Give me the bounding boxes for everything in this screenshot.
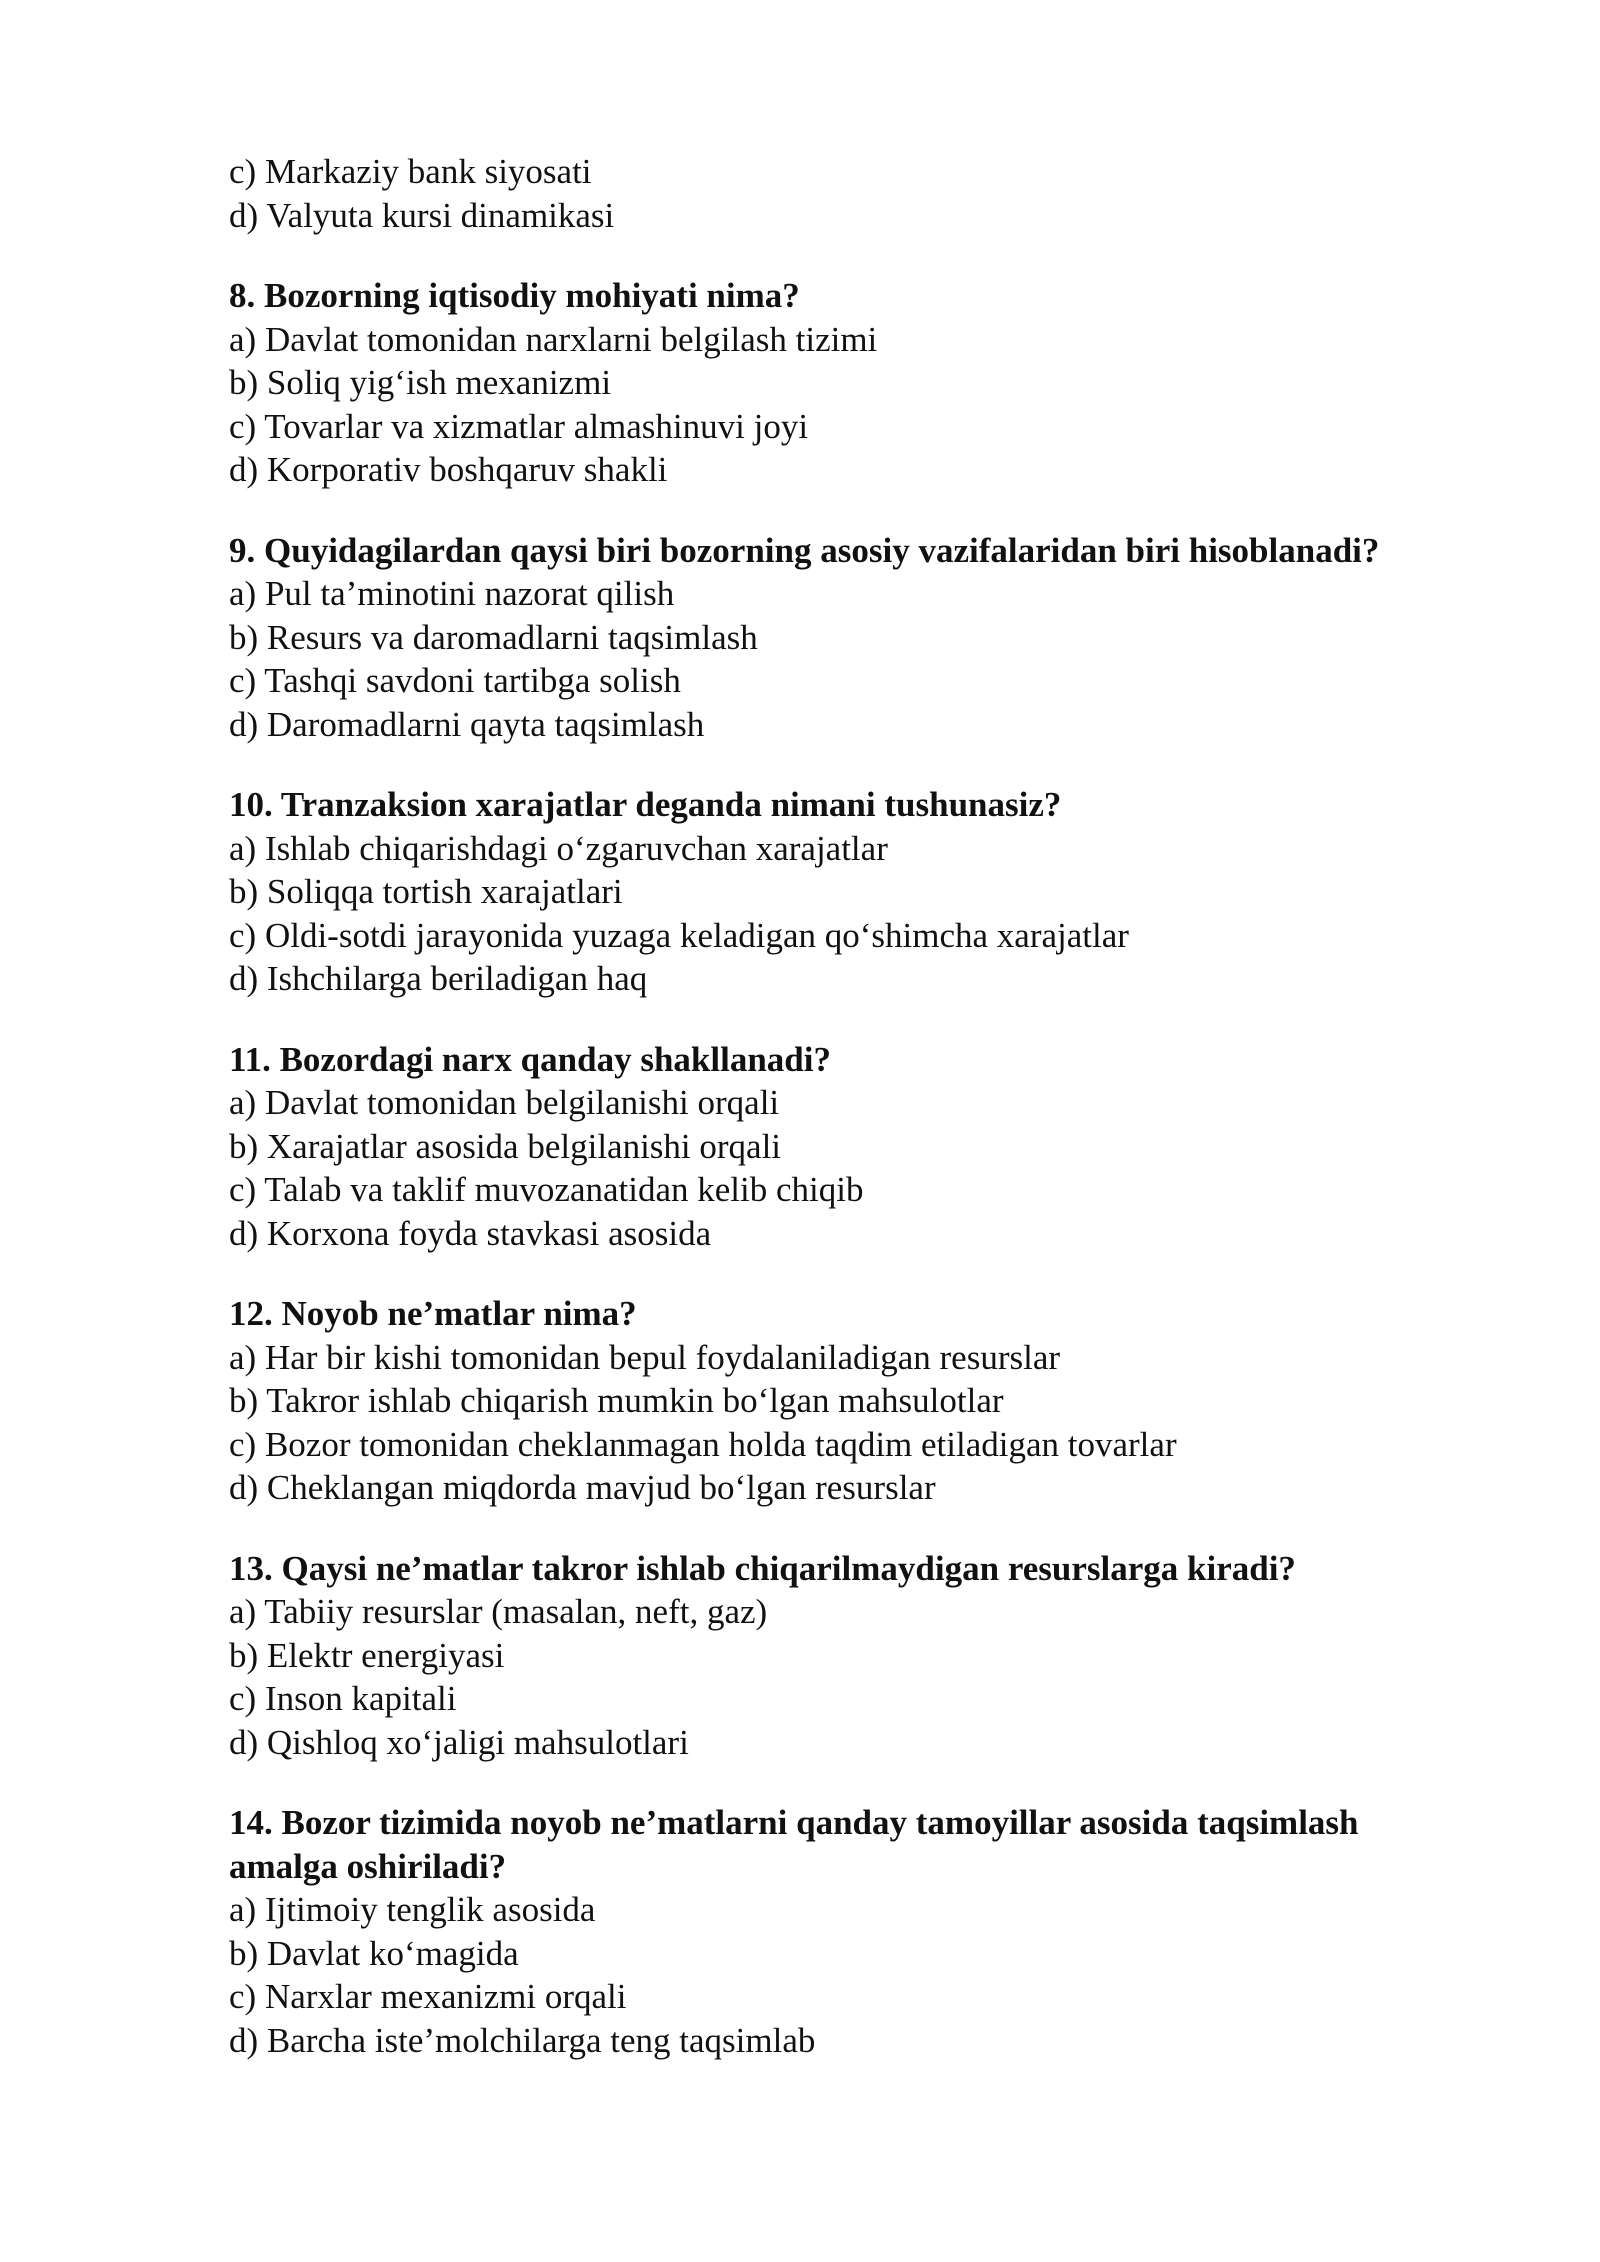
option: d) Valyuta kursi dinamikasi (229, 195, 615, 235)
option: a) Davlat tomonidan belgilanishi orqali (229, 1083, 780, 1122)
option: b) Resurs va daromadlarni taqsimlash (229, 617, 758, 657)
option: d) Ishchilarga beriladigan haq (229, 959, 648, 998)
question-9 (229, 529, 1519, 747)
option: a) Davlat tomonidan narxlarni belgilash tizimi (229, 319, 878, 359)
option: d) Qishloq xo‘jaligi mahsulotlari (229, 1722, 689, 1762)
question-title: 14. Bozor tizimida noyob ne’matlarni qanday tamoyillar asosida taqsimlash (229, 1803, 1359, 1842)
option: d) Cheklangan miqdorda mavjud bo‘lgan resurslar (229, 1468, 936, 1507)
option: c) Markaziy bank siyosati (229, 152, 592, 191)
option: a) Har bir kishi tomonidan bepul foydalaniladigan resurslar (229, 1337, 1061, 1377)
option: d) Korxona foyda stavkasi asosida (229, 1213, 712, 1253)
option: a) Tabiiy resurslar (masalan, neft, gaz) (229, 1592, 768, 1631)
question-title: 12. Noyob ne’matlar nima? (229, 1294, 637, 1333)
option: c) Inson kapitali (229, 1679, 457, 1718)
quiz-content (229, 150, 1519, 2062)
option: c) Bozor tomonidan cheklanmagan holda taqdim etiladigan tovarlar (229, 1424, 1177, 1464)
question-8 (229, 274, 1519, 492)
question-13 (229, 1547, 1519, 1765)
option: b) Davlat ko‘magida (229, 1933, 519, 1973)
option: c) Tashqi savdoni tartibga solish (229, 661, 681, 700)
option: a) Ijtimoiy tenglik asosida (229, 1890, 596, 1929)
option: d) Daromadlarni qayta taqsimlash (229, 704, 705, 744)
question-title: 13. Qaysi ne’matlar takror ishlab chiqarilmaydigan resurslarga kiradi? (229, 1548, 1296, 1588)
option: a) Ishlab chiqarishdagi o‘zgaruvchan xarajatlar (229, 828, 888, 868)
question-title: 11. Bozordagi narx qanday shakllanadi? (229, 1039, 831, 1079)
continued-options (229, 150, 1519, 237)
question-11 (229, 1038, 1519, 1256)
question-title: 8. Bozorning iqtisodiy mohiyati nima? (229, 276, 800, 315)
option: c) Talab va taklif muvozanatidan kelib chiqib (229, 1170, 864, 1209)
option: a) Pul ta’minotini nazorat qilish (229, 574, 675, 613)
option: b) Elektr energiyasi (229, 1635, 505, 1675)
question-title-continued: amalga oshiriladi? (229, 1846, 507, 1886)
question-title: 9. Quyidagilardan qaysi biri bozorning asosiy vazifalaridan biri hisoblanadi? (229, 530, 1380, 570)
option: d) Korporativ boshqaruv shakli (229, 450, 668, 489)
option: b) Soliqqa tortish xarajatlari (229, 872, 623, 911)
option: b) Xarajatlar asosida belgilanishi orqali (229, 1126, 782, 1166)
option: c) Tovarlar va xizmatlar almashinuvi joyi (229, 406, 809, 446)
question-10 (229, 783, 1519, 1001)
question-12 (229, 1292, 1519, 1510)
question-title: 10. Tranzaksion xarajatlar deganda nimani tushunasiz? (229, 785, 1062, 824)
option: c) Narxlar mexanizmi orqali (229, 1977, 627, 2016)
option: c) Oldi-sotdi jarayonida yuzaga keladigan qo‘shimcha xarajatlar (229, 915, 1129, 955)
question-14 (229, 1801, 1519, 2062)
option: b) Takror ishlab chiqarish mumkin bo‘lgan mahsulotlar (229, 1381, 1004, 1420)
option: d) Barcha iste’molchilarga teng taqsimlab (229, 2020, 816, 2060)
option: b) Soliq yig‘ish mexanizmi (229, 363, 612, 402)
